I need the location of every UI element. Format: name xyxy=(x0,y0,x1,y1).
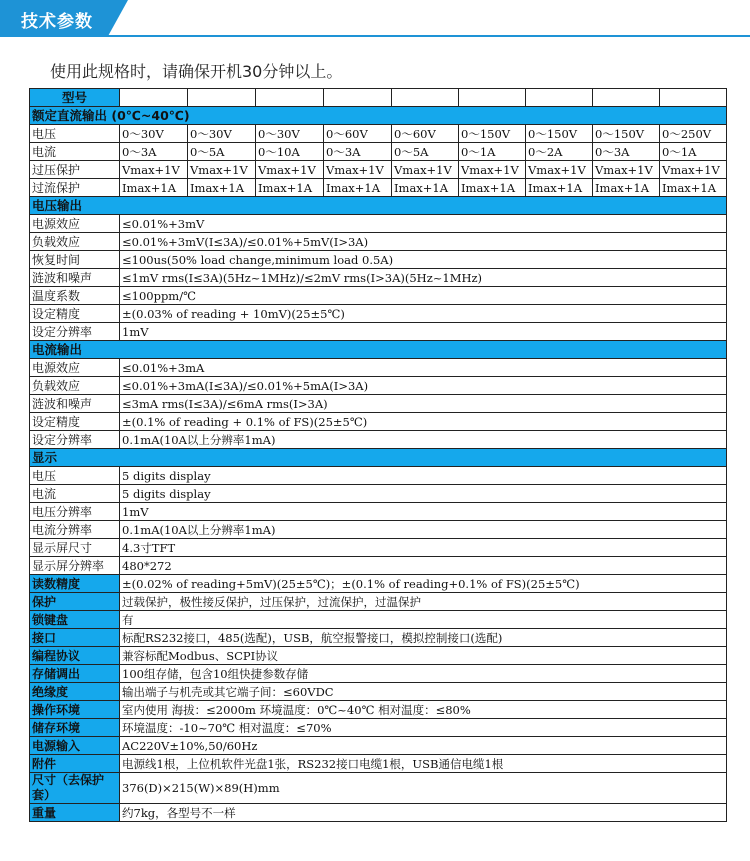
row-label: 涟波和噪声 xyxy=(30,395,120,413)
row-value: ≤0.01%+3mV(I≤3A)/≤0.01%+5mV(I>3A) xyxy=(120,233,727,251)
row-value: ≤0.01%+3mV xyxy=(120,215,727,233)
row-value: 0～1A xyxy=(660,143,727,161)
section-display: 显示 xyxy=(30,449,727,467)
section-dc-output: 额定直流输出 (0℃~40℃) xyxy=(30,107,727,125)
row-label: 电源效应 xyxy=(30,215,120,233)
row-label: 绝缘度 xyxy=(30,683,120,701)
table-row xyxy=(30,413,727,431)
row-label: 电流 xyxy=(30,485,120,503)
model-cell xyxy=(120,89,188,107)
row-value: 0～60V xyxy=(324,125,392,143)
row-value: 0～2A xyxy=(526,143,593,161)
row-value: 0～3A xyxy=(120,143,188,161)
row-label: 温度系数 xyxy=(30,287,120,305)
model-cell xyxy=(526,89,593,107)
row-label: 重量 xyxy=(30,804,120,822)
row-value: 0～60V xyxy=(392,125,459,143)
row-value: Vmax+1V xyxy=(392,161,459,179)
table-row xyxy=(30,719,727,737)
table-row xyxy=(30,737,727,755)
model-row xyxy=(30,89,727,107)
table-row xyxy=(30,305,727,323)
row-value: ≤0.01%+3mA xyxy=(120,359,727,377)
row-label: 编程协议 xyxy=(30,647,120,665)
table-row xyxy=(30,395,727,413)
row-value: 0～1A xyxy=(459,143,526,161)
section-header-row xyxy=(30,449,727,467)
row-label: 设定分辨率 xyxy=(30,323,120,341)
section-header xyxy=(0,0,750,37)
model-cell xyxy=(459,89,526,107)
row-value: 0～150V xyxy=(526,125,593,143)
row-value: Vmax+1V xyxy=(120,161,188,179)
row-label: 电压 xyxy=(30,467,120,485)
row-value: 0～30V xyxy=(256,125,324,143)
row-value: 0～250V xyxy=(660,125,727,143)
table-row xyxy=(30,665,727,683)
table-row xyxy=(30,485,727,503)
row-value: Imax+1A xyxy=(256,179,324,197)
row-label: 电源效应 xyxy=(30,359,120,377)
row-value: 0～150V xyxy=(593,125,660,143)
row-label: 电源输入 xyxy=(30,737,120,755)
section-voltage-output: 电压输出 xyxy=(30,197,727,215)
row-label: 保护 xyxy=(30,593,120,611)
model-cell xyxy=(256,89,324,107)
row-value: Imax+1A xyxy=(526,179,593,197)
row-value: ±(0.03% of reading + 10mV)(25±5℃) xyxy=(120,305,727,323)
table-row xyxy=(30,701,727,719)
row-value: Imax+1A xyxy=(459,179,526,197)
model-cell xyxy=(392,89,459,107)
row-value: Vmax+1V xyxy=(459,161,526,179)
table-row xyxy=(30,629,727,647)
table-row xyxy=(30,557,727,575)
row-label: 负载效应 xyxy=(30,233,120,251)
row-label: 附件 xyxy=(30,755,120,773)
row-label: 设定精度 xyxy=(30,305,120,323)
table-row xyxy=(30,269,727,287)
header-underline xyxy=(0,35,750,37)
table-row xyxy=(30,377,727,395)
usage-note: 使用此规格时，请确保开机30分钟以上。 xyxy=(50,62,343,81)
row-value: 有 xyxy=(120,611,727,629)
section-header-row xyxy=(30,107,727,125)
row-value: 0～30V xyxy=(188,125,256,143)
table-row xyxy=(30,755,727,773)
section-header-row xyxy=(30,197,727,215)
row-label: 电压分辨率 xyxy=(30,503,120,521)
table-row xyxy=(30,359,727,377)
row-label: 储存环境 xyxy=(30,719,120,737)
model-cell xyxy=(324,89,392,107)
model-cell xyxy=(188,89,256,107)
table-row xyxy=(30,431,727,449)
table-row xyxy=(30,467,727,485)
row-label: 接口 xyxy=(30,629,120,647)
row-value: Imax+1A xyxy=(660,179,727,197)
row-value: 0.1mA(10A以上分辨率1mA) xyxy=(120,431,727,449)
row-value: 4.3寸TFT xyxy=(120,539,727,557)
row-value: Imax+1A xyxy=(593,179,660,197)
row-value: 100组存储，包含10组快捷参数存储 xyxy=(120,665,727,683)
row-value: 1mV xyxy=(120,323,727,341)
row-value: 室内使用 海拔：≤2000m 环境温度：0℃~40℃ 相对温度：≤80% xyxy=(120,701,727,719)
table-row xyxy=(30,323,727,341)
section-title: 技术参数 xyxy=(21,12,93,32)
table-row xyxy=(30,773,727,804)
row-value: 环境温度：-10~70℃ 相对温度：≤70% xyxy=(120,719,727,737)
row-value: 约7kg，各型号不一样 xyxy=(120,804,727,822)
row-value: ≤3mA rms(I≤3A)/≤6mA rms(I>3A) xyxy=(120,395,727,413)
row-label: 过流保护 xyxy=(30,179,120,197)
row-value: Vmax+1V xyxy=(256,161,324,179)
spec-table xyxy=(29,88,727,822)
row-value: Imax+1A xyxy=(324,179,392,197)
row-value: 过载保护，极性接反保护，过压保护，过流保护，过温保护 xyxy=(120,593,727,611)
row-label: 锁键盘 xyxy=(30,611,120,629)
row-value: ≤0.01%+3mA(I≤3A)/≤0.01%+5mA(I>3A) xyxy=(120,377,727,395)
model-cell xyxy=(660,89,727,107)
row-value: 0～5A xyxy=(188,143,256,161)
row-value: 0～3A xyxy=(593,143,660,161)
table-row xyxy=(30,251,727,269)
row-value: ≤100ppm/℃ xyxy=(120,287,727,305)
row-value: 480*272 xyxy=(120,557,727,575)
row-label: 过压保护 xyxy=(30,161,120,179)
row-value: Imax+1A xyxy=(188,179,256,197)
table-row xyxy=(30,143,727,161)
row-value: 标配RS232接口，485(选配)，USB，航空报警接口，模拟控制接口(选配) xyxy=(120,629,727,647)
row-label: 设定分辨率 xyxy=(30,431,120,449)
row-value: ≤100us(50% load change,minimum load 0.5A) xyxy=(120,251,727,269)
table-row xyxy=(30,611,727,629)
row-value: 0～30V xyxy=(120,125,188,143)
row-value: 0.1mA(10A以上分辨率1mA) xyxy=(120,521,727,539)
row-value: 1mV xyxy=(120,503,727,521)
model-cell xyxy=(593,89,660,107)
row-value: 376(D)×215(W)×89(H)mm xyxy=(120,773,727,804)
row-label: 读数精度 xyxy=(30,575,120,593)
table-row xyxy=(30,804,727,822)
table-row xyxy=(30,683,727,701)
row-value: 输出端子与机壳或其它端子间：≤60VDC xyxy=(120,683,727,701)
table-row xyxy=(30,125,727,143)
row-label: 显示屏分辨率 xyxy=(30,557,120,575)
row-value: Vmax+1V xyxy=(593,161,660,179)
row-value: Vmax+1V xyxy=(188,161,256,179)
row-value: 电源线1根，上位机软件光盘1张，RS232接口电缆1根，USB通信电缆1根 xyxy=(120,755,727,773)
row-value: ±(0.1% of reading + 0.1% of FS)(25±5℃) xyxy=(120,413,727,431)
row-value: Vmax+1V xyxy=(324,161,392,179)
table-row xyxy=(30,575,727,593)
table-row xyxy=(30,161,727,179)
row-value: AC220V±10%,50/60Hz xyxy=(120,737,727,755)
table-row xyxy=(30,179,727,197)
row-label: 电流分辨率 xyxy=(30,521,120,539)
model-label: 型号 xyxy=(30,89,120,107)
table-row xyxy=(30,521,727,539)
row-label: 电流 xyxy=(30,143,120,161)
row-value: Vmax+1V xyxy=(526,161,593,179)
row-value: Imax+1A xyxy=(392,179,459,197)
table-row xyxy=(30,215,727,233)
row-label: 设定精度 xyxy=(30,413,120,431)
row-value: 兼容标配Modbus、SCPI协议 xyxy=(120,647,727,665)
row-label: 电压 xyxy=(30,125,120,143)
row-label: 存储调出 xyxy=(30,665,120,683)
row-label: 操作环境 xyxy=(30,701,120,719)
table-row xyxy=(30,647,727,665)
row-value: 0～10A xyxy=(256,143,324,161)
row-value: ≤1mV rms(I≤3A)(5Hz~1MHz)/≤2mV rms(I>3A)(5Hz~1MHz) xyxy=(120,269,727,287)
row-value: 5 digits display xyxy=(120,467,727,485)
table-row xyxy=(30,539,727,557)
table-row xyxy=(30,287,727,305)
section-current-output: 电流输出 xyxy=(30,341,727,359)
row-value: Vmax+1V xyxy=(660,161,727,179)
row-label: 涟波和噪声 xyxy=(30,269,120,287)
table-row xyxy=(30,503,727,521)
row-value: 0～3A xyxy=(324,143,392,161)
table-row xyxy=(30,233,727,251)
row-value: 0～150V xyxy=(459,125,526,143)
row-value: Imax+1A xyxy=(120,179,188,197)
row-value: ±(0.02% of reading+5mV)(25±5℃)；±(0.1% of reading+0.1% of FS)(25±5℃) xyxy=(120,575,727,593)
table-row xyxy=(30,593,727,611)
section-header-row xyxy=(30,341,727,359)
row-label: 恢复时间 xyxy=(30,251,120,269)
row-value: 5 digits display xyxy=(120,485,727,503)
row-label: 负载效应 xyxy=(30,377,120,395)
row-value: 0～5A xyxy=(392,143,459,161)
row-label: 尺寸（去保护套） xyxy=(30,773,120,804)
row-label: 显示屏尺寸 xyxy=(30,539,120,557)
